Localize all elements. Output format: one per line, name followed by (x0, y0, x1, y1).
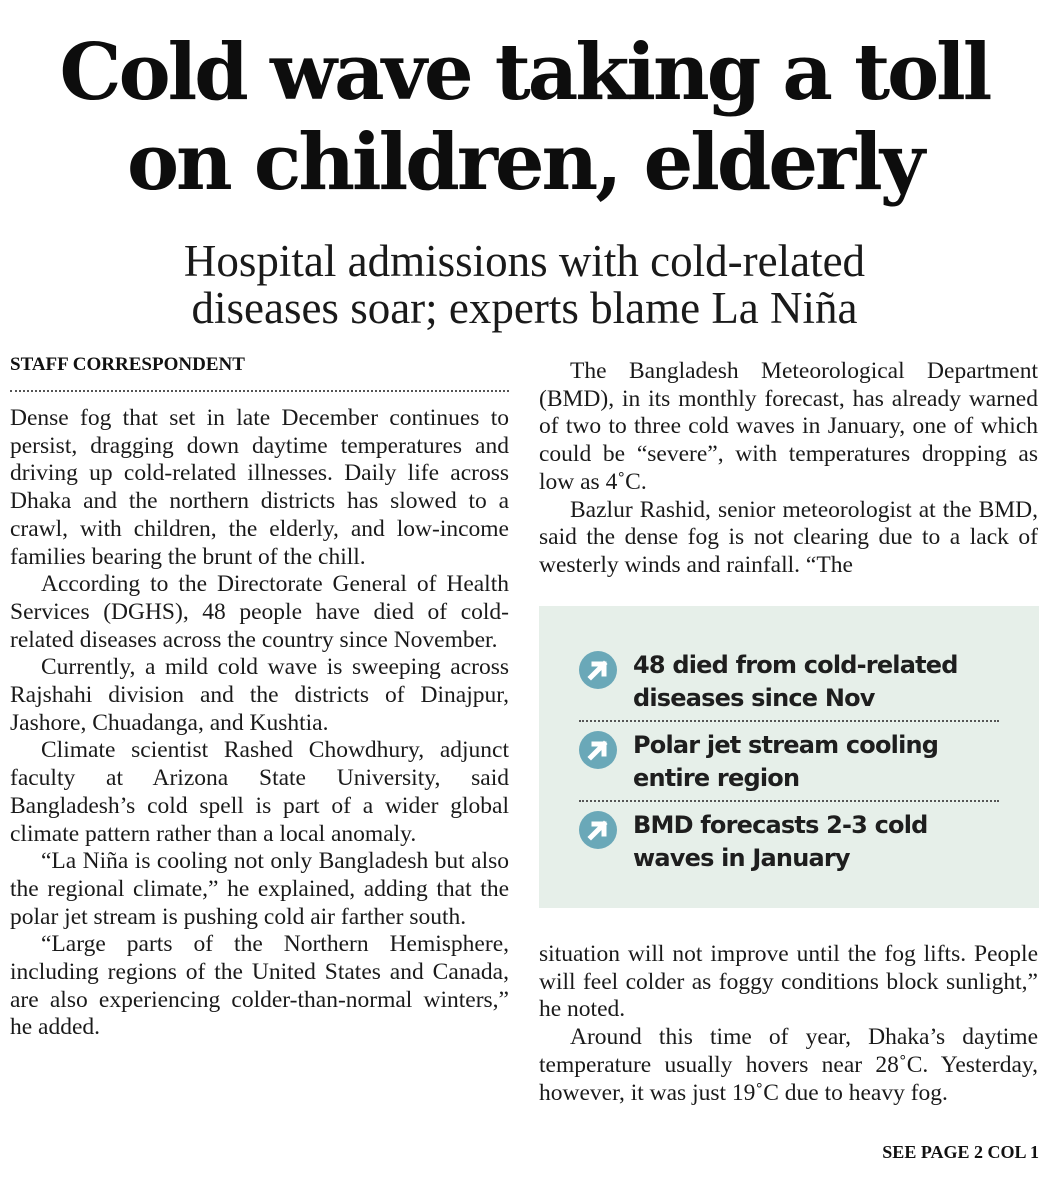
right-column-bottom (539, 941, 1038, 1107)
subheadline-line-2: diseases soar; experts blame La Niña (191, 283, 858, 333)
headline-line-1: Cold wave taking a toll (59, 27, 990, 118)
arrow-circle-icon (579, 811, 617, 849)
highlight-divider (579, 800, 999, 802)
headline (0, 28, 1049, 208)
headline-line-2: on children, elderly (126, 117, 923, 208)
highlight-text: Polar jet stream cooling entire region (633, 731, 939, 792)
byline-divider (10, 390, 509, 392)
right-column-top (539, 358, 1038, 580)
paragraph: “Large parts of the Northern Hemisphere, including regions of the United States and Canada, are also experiencing colder-than-normal winters,” he added. (10, 931, 509, 1041)
paragraph: Currently, a mild cold wave is sweeping across Rajshahi division and the districts of Dinajpur, Jashore, Chuadanga, and Kushtia. (10, 654, 509, 736)
highlights-box (539, 606, 1039, 908)
paragraph: Climate scientist Rashed Chowdhury, adjunct faculty at Arizona State University, said Bangladesh’s cold spell is part of a wider global climate pattern rather than a local anomaly. (10, 737, 509, 847)
arrow-circle-icon (579, 651, 617, 689)
left-column (10, 405, 509, 1042)
subheadline (0, 238, 1049, 332)
subheadline-line-1: Hospital admissions with cold-related (183, 236, 866, 286)
paragraph: Bazlur Rashid, senior meteorologist at the BMD, said the dense fog is not clearing due to a lack of westerly winds and rainfall. “The (539, 496, 1038, 578)
highlight-text: 48 died from cold-related diseases since Nov (633, 651, 958, 712)
paragraph: Dense fog that set in late December continues to persist, dragging down daytime temperatures and driving up cold-related illnesses. Daily life across Dhaka and the northern districts has slowed to a crawl, with children, the elderly, and low-income families bearing the brunt of the chill. (10, 405, 509, 570)
paragraph: Around this time of year, Dhaka’s daytime temperature usually hovers near 28˚C. Yesterday, however, it was just 19˚C due to heavy fog. (539, 1024, 1038, 1106)
paragraph: situation will not improve until the fog lifts. People will feel colder as foggy conditions block sunlight,” he noted. (539, 941, 1038, 1023)
continued-jump-link[interactable]: SEE PAGE 2 COL 1 (882, 1142, 1039, 1162)
paragraph: “La Niña is cooling not only Bangladesh but also the regional climate,” he explained, adding that the polar jet stream is pushing cold air farther south. (10, 848, 509, 930)
highlight-text: BMD forecasts 2-3 cold waves in January (633, 811, 928, 872)
highlight-divider (579, 720, 999, 722)
paragraph: According to the Directorate General of Health Services (DGHS), 48 people have died of cold-related diseases across the country since November. (10, 571, 509, 653)
arrow-circle-icon (579, 731, 617, 769)
paragraph: The Bangladesh Meteorological Department (BMD), in its monthly forecast, has already warned of two to three cold waves in January, one of which could be “severe”, with temperatures dropping as low as 4˚C. (539, 358, 1038, 495)
byline: STAFF CORRESPONDENT (10, 354, 245, 375)
